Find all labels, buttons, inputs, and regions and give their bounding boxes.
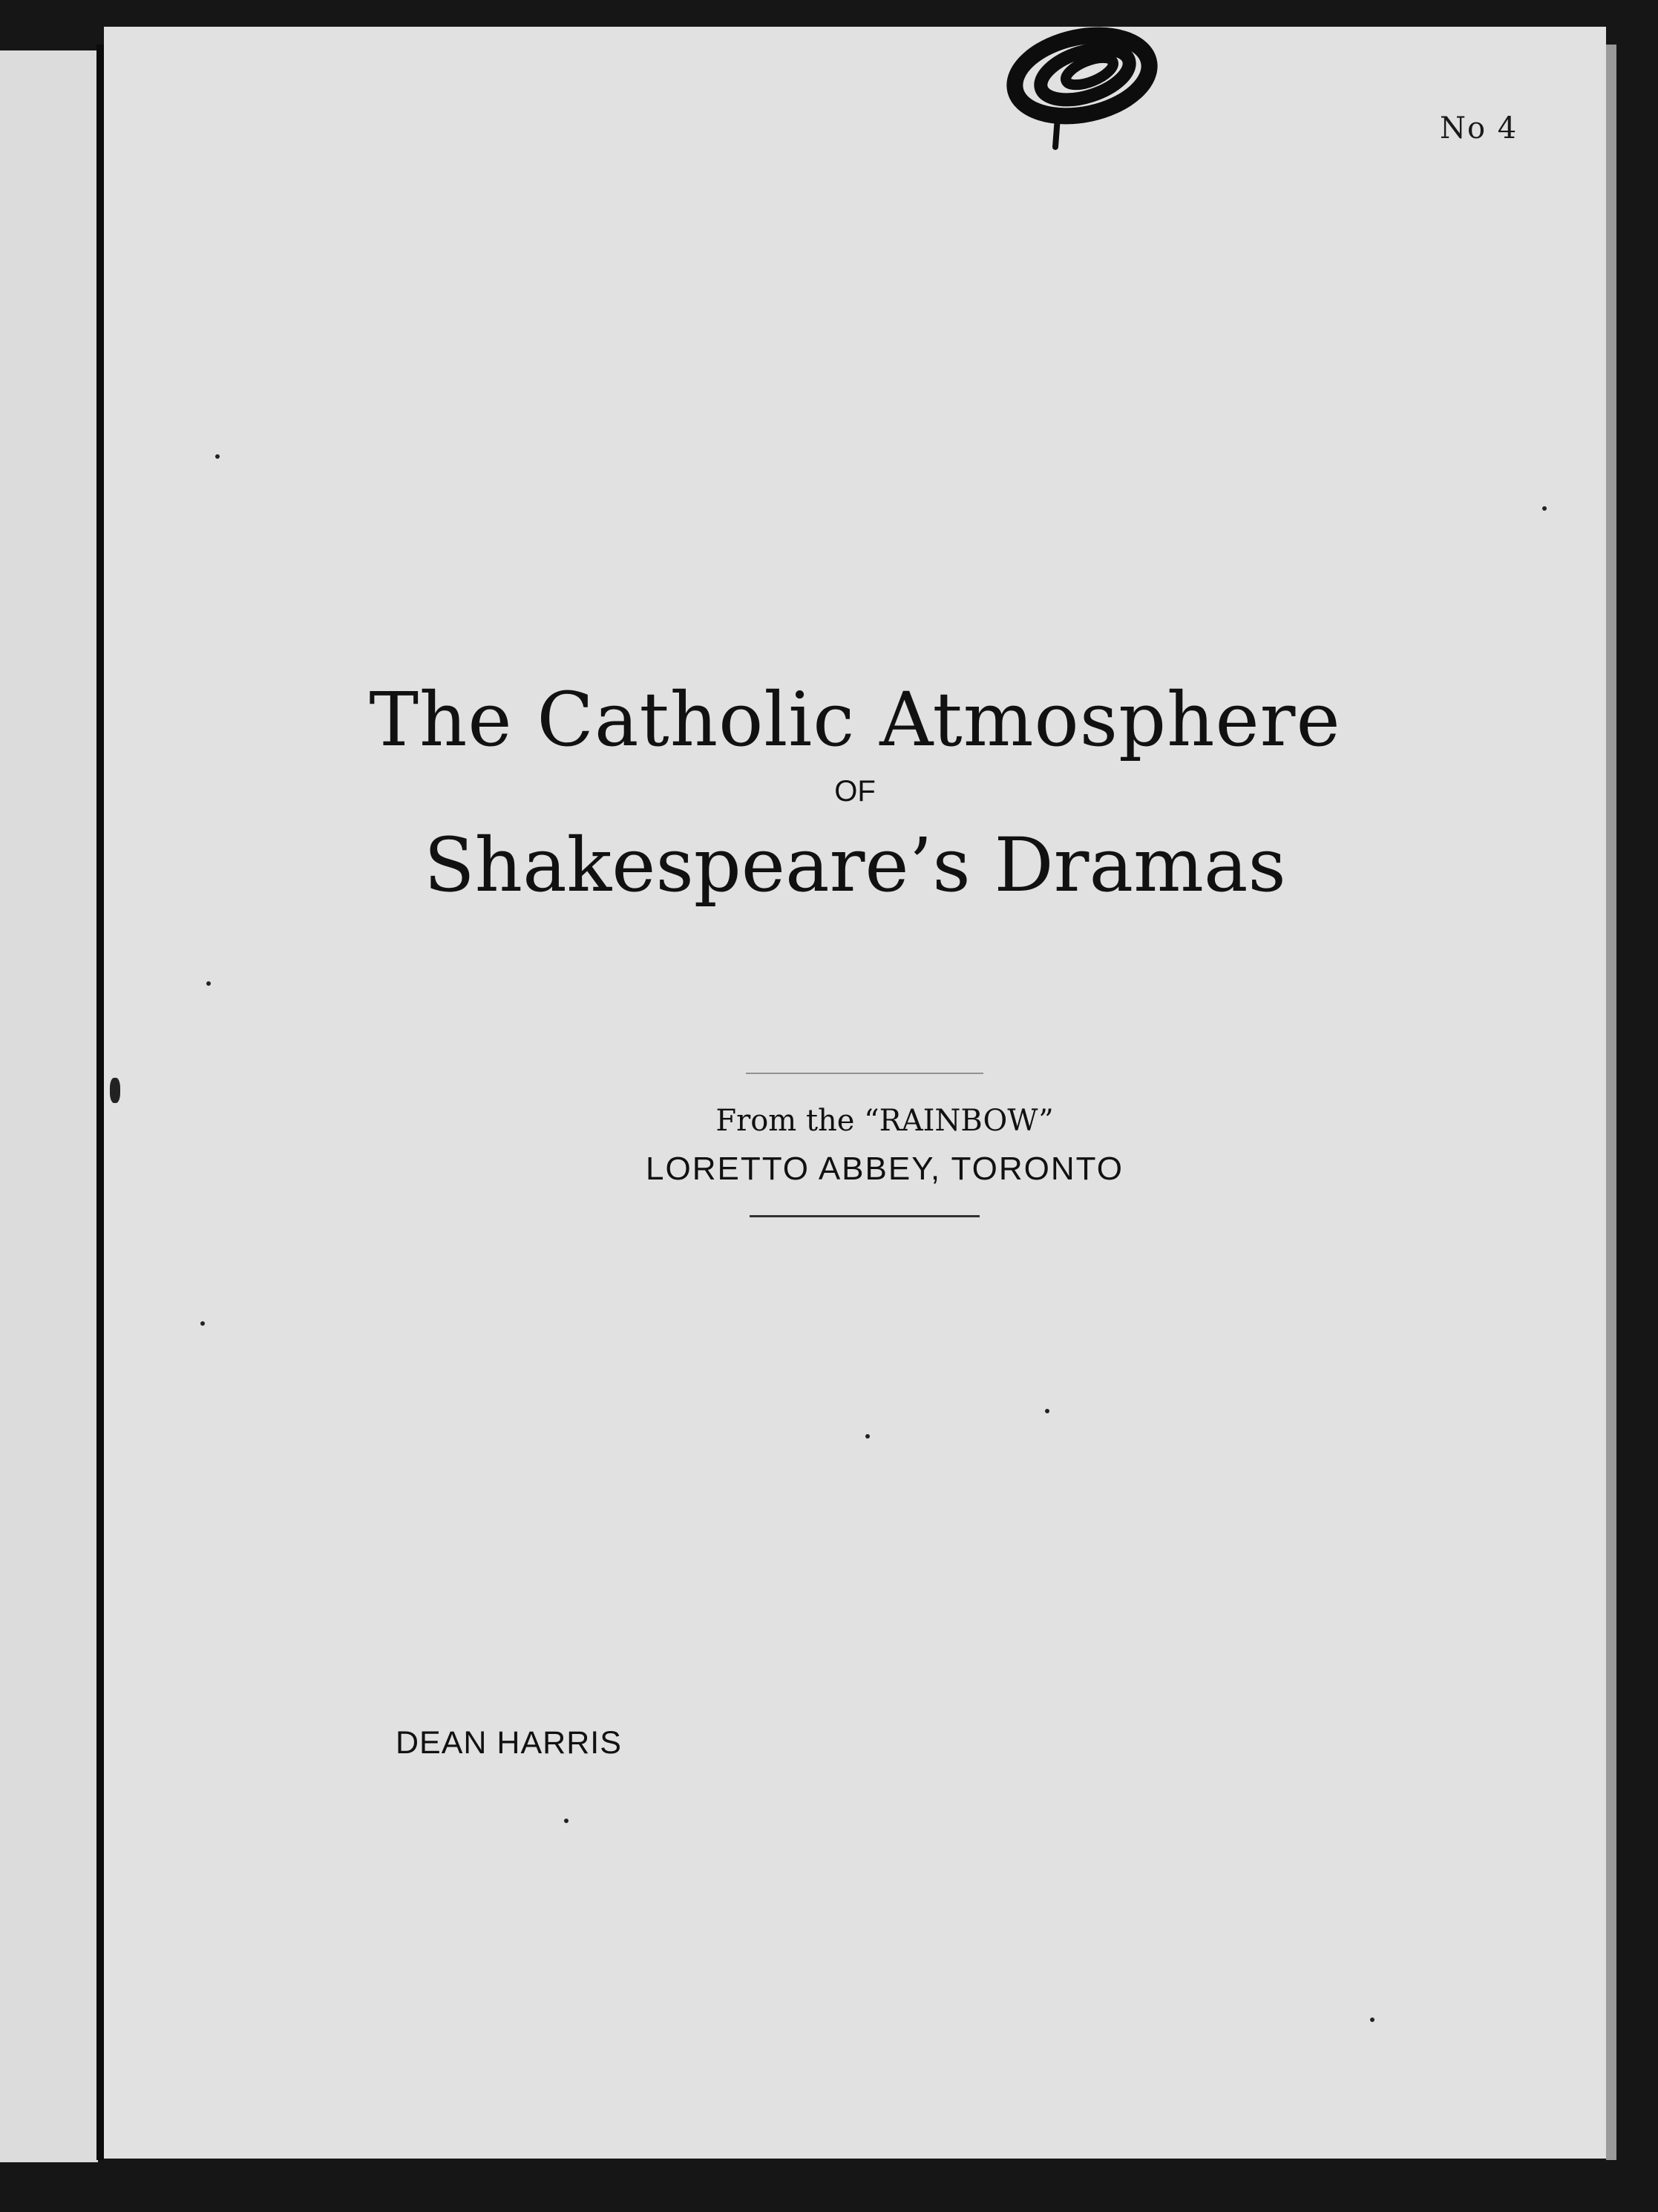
scan-speck <box>1370 2018 1374 2022</box>
source-line-1: From the “RAINBOW” <box>715 1104 1054 1138</box>
scan-speck <box>865 1434 870 1439</box>
scan-speck <box>564 1819 568 1823</box>
scan-speck <box>110 1078 120 1103</box>
page-edge-shadow <box>1606 45 1616 2160</box>
source-line-2: LORETTO ABBEY, TORONTO <box>646 1151 1124 1187</box>
scan-speck <box>215 454 220 459</box>
title-block <box>104 672 1606 914</box>
title-page <box>104 27 1606 2159</box>
handwritten-page-number: No 4 <box>1440 111 1518 145</box>
divider-bottom <box>750 1215 980 1217</box>
title-line-2: Shakespeare’s Dramas <box>424 822 1286 909</box>
scan-speck <box>200 1321 205 1326</box>
ink-scribble-mark <box>987 22 1165 156</box>
divider-top <box>746 1073 983 1074</box>
binding-gutter <box>96 45 104 2160</box>
title-connector: OF <box>834 775 876 808</box>
scan-speck <box>1045 1409 1049 1413</box>
title-line-1: The Catholic Atmosphere <box>369 676 1341 763</box>
author-name: DEAN HARRIS <box>396 1725 622 1761</box>
scan-speck <box>1542 506 1547 511</box>
facing-page-edge <box>0 50 98 2162</box>
source-block <box>104 1099 1606 1195</box>
scan-speck <box>206 981 211 986</box>
